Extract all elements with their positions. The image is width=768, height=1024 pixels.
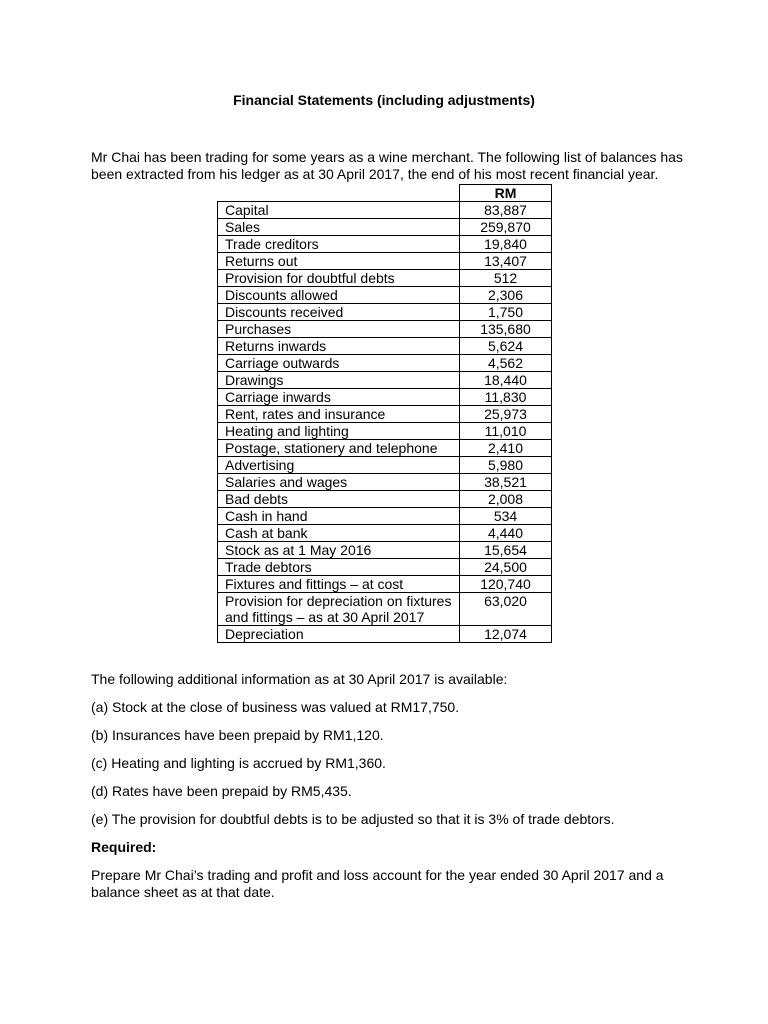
item-label: Postage, stationery and telephone: [218, 440, 460, 457]
item-amount: 11,830: [460, 389, 552, 406]
item-label: Depreciation: [218, 626, 460, 643]
adjustment-item: (d) Rates have been prepaid by RM5,435.: [91, 783, 352, 799]
item-label: Salaries and wages: [218, 474, 460, 491]
table-row: [218, 559, 552, 576]
table-row: [218, 457, 552, 474]
adjustment-item: (b) Insurances have been prepaid by RM1,120.: [91, 727, 384, 743]
table-row: [218, 236, 552, 253]
table-row: [218, 525, 552, 542]
table-row: [218, 372, 552, 389]
adjustment-item: (c) Heating and lighting is accrued by RM1,360.: [91, 755, 386, 771]
item-label: Fixtures and fittings – at cost: [218, 576, 460, 593]
item-amount: 512: [460, 270, 552, 287]
table-row: [218, 474, 552, 491]
item-label: Provision for depreciation on fixtures and fittings – as at 30 April 2017: [218, 593, 460, 626]
item-amount: 2,410: [460, 440, 552, 457]
item-amount: 1,750: [460, 304, 552, 321]
item-amount: 5,624: [460, 338, 552, 355]
item-amount: 15,654: [460, 542, 552, 559]
required-task: Prepare Mr Chai’s trading and profit and loss account for the year ended 30 April 2017 and a balance sheet as at that date.: [91, 867, 664, 900]
item-label: Cash in hand: [218, 508, 460, 525]
item-amount: 83,887: [460, 202, 552, 219]
required-label: Required:: [91, 839, 157, 855]
table-row: [218, 202, 552, 219]
item-label: Provision for doubtful debts: [218, 270, 460, 287]
amount-column-header: RM: [460, 185, 552, 202]
item-amount: 38,521: [460, 474, 552, 491]
table-row: [218, 321, 552, 338]
table-row: [218, 508, 552, 525]
item-label: Advertising: [218, 457, 460, 474]
table-row: [218, 304, 552, 321]
additional-info-heading: The following additional information as at 30 April 2017 is available:: [91, 671, 508, 687]
adjustment-item: (a) Stock at the close of business was valued at RM17,750.: [91, 699, 460, 715]
intro-paragraph: Mr Chai has been trading for some years as a wine merchant. The following list of balances has been extracted from his ledger as at 30 April 2017, the end of his most recent financial year.: [91, 149, 683, 182]
item-label: Returns out: [218, 253, 460, 270]
item-label: Discounts allowed: [218, 287, 460, 304]
balances-table: [217, 184, 552, 643]
table-row: [218, 440, 552, 457]
additional-information-section: [91, 671, 696, 912]
item-label: Carriage inwards: [218, 389, 460, 406]
item-label: Cash at bank: [218, 525, 460, 542]
table-row: [218, 593, 552, 626]
table-row: [218, 423, 552, 440]
table-row: [218, 287, 552, 304]
item-amount: 120,740: [460, 576, 552, 593]
table-row: [218, 576, 552, 593]
item-amount: 12,074: [460, 626, 552, 643]
item-label: Rent, rates and insurance: [218, 406, 460, 423]
item-amount: 2,008: [460, 491, 552, 508]
item-amount: 63,020: [460, 593, 552, 626]
item-label: Purchases: [218, 321, 460, 338]
item-amount: 5,980: [460, 457, 552, 474]
adjustment-item: (e) The provision for doubtful debts is to be adjusted so that it is 3% of trade debtors.: [91, 811, 615, 827]
item-label: Stock as at 1 May 2016: [218, 542, 460, 559]
item-label: Sales: [218, 219, 460, 236]
table-row: [218, 406, 552, 423]
item-amount: 135,680: [460, 321, 552, 338]
table-row: [218, 270, 552, 287]
item-amount: 534: [460, 508, 552, 525]
item-label: Bad debts: [218, 491, 460, 508]
table-header-row: [218, 185, 552, 202]
table-row: [218, 253, 552, 270]
table-row: [218, 338, 552, 355]
item-amount: 2,306: [460, 287, 552, 304]
table-row: [218, 491, 552, 508]
item-amount: 18,440: [460, 372, 552, 389]
item-label: Trade creditors: [218, 236, 460, 253]
item-label: Returns inwards: [218, 338, 460, 355]
item-label: Drawings: [218, 372, 460, 389]
table-row: [218, 542, 552, 559]
item-amount: 4,440: [460, 525, 552, 542]
item-amount: 4,562: [460, 355, 552, 372]
item-amount: 259,870: [460, 219, 552, 236]
item-label: Carriage outwards: [218, 355, 460, 372]
document-title: Financial Statements (including adjustments): [233, 92, 535, 108]
item-amount: 11,010: [460, 423, 552, 440]
table-row: [218, 219, 552, 236]
header-blank-cell: [218, 185, 460, 202]
item-amount: 13,407: [460, 253, 552, 270]
item-label: Heating and lighting: [218, 423, 460, 440]
item-amount: 19,840: [460, 236, 552, 253]
item-label: Capital: [218, 202, 460, 219]
item-label: Trade debtors: [218, 559, 460, 576]
item-amount: 25,973: [460, 406, 552, 423]
item-amount: 24,500: [460, 559, 552, 576]
item-label: Discounts received: [218, 304, 460, 321]
table-row: [218, 626, 552, 643]
table-row: [218, 355, 552, 372]
table-row: [218, 389, 552, 406]
